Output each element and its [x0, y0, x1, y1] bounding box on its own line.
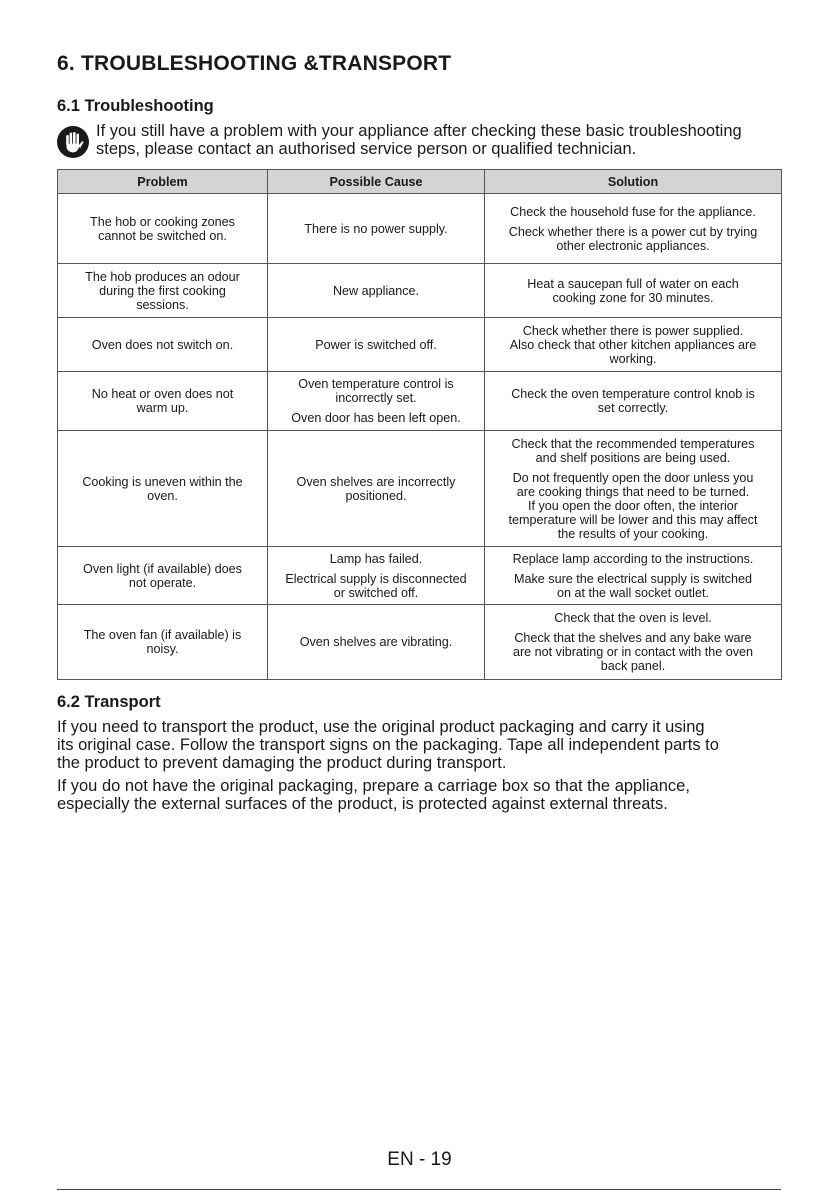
solution-paragraph	[491, 437, 775, 465]
solution-paragraph	[491, 277, 775, 305]
solution-line: Check whether there is a power cut by trying	[508, 224, 758, 239]
solution-line: and shelf positions are being used.	[535, 450, 731, 465]
paragraph-line: its original case. Follow the transport signs on the packaging. Tape all independent parts to	[57, 736, 719, 754]
solution-line: Check that the recommended temperatures	[511, 436, 755, 451]
cause-line: New appliance.	[332, 283, 420, 298]
warning-text	[96, 122, 742, 158]
cause-line: Oven shelves are vibrating.	[299, 635, 453, 649]
cause-paragraph	[274, 552, 478, 566]
solution-paragraph	[491, 387, 775, 415]
solution-cell	[485, 547, 782, 605]
cause-cell	[268, 431, 485, 547]
solution-line: on at the wall socket outlet.	[557, 585, 709, 600]
cause-line: Oven shelves are incorrectly	[296, 474, 456, 489]
cause-line: Power is switched off.	[315, 337, 437, 352]
header-possible-cause: Possible Cause	[268, 170, 485, 194]
solution-cell	[485, 372, 782, 431]
paragraph-line: If you need to transport the product, use the original product packaging and carry it using	[57, 718, 705, 736]
transport-paragraph	[57, 777, 787, 813]
solution-paragraph	[491, 572, 775, 600]
paragraph-line: the product to prevent damaging the product during transport.	[57, 754, 507, 772]
solution-line: Make sure the electrical supply is switched	[514, 571, 752, 586]
solution-line: Do not frequently open the door unless you	[512, 470, 754, 485]
paragraph-line: especially the external surfaces of the product, is protected against external threats.	[57, 795, 668, 813]
cause-line: or switched off.	[333, 585, 419, 600]
troubleshooting-heading: 6.1 Troubleshooting	[57, 97, 214, 115]
problem-line: during the first cooking	[99, 283, 226, 298]
cause-cell	[268, 264, 485, 318]
problem-line: The oven fan (if available) is	[83, 628, 242, 642]
cause-paragraph	[274, 635, 478, 649]
cause-paragraph	[274, 338, 478, 352]
problem-line: Oven does not switch on.	[91, 337, 234, 352]
solution-paragraph	[491, 552, 775, 566]
solution-line: Check the household fuse for the appliance.	[510, 204, 756, 219]
problem-line: warm up.	[136, 401, 189, 415]
cause-cell	[268, 372, 485, 431]
hand-stop-icon	[57, 126, 89, 158]
cause-cell	[268, 194, 485, 264]
solution-cell	[485, 431, 782, 547]
problem-line: Oven light (if available) does	[83, 561, 242, 576]
table-row	[58, 372, 782, 431]
solution-cell	[485, 264, 782, 318]
solution-cell	[485, 605, 782, 680]
solution-paragraph	[491, 225, 775, 253]
solution-line: If you open the door often, the interior	[527, 498, 739, 513]
problem-cell	[58, 264, 268, 318]
cause-line: Electrical supply is disconnected	[285, 571, 467, 586]
cause-paragraph	[274, 377, 478, 405]
cause-paragraph	[274, 411, 478, 425]
solution-line: Check whether there is power supplied.	[522, 323, 744, 338]
solution-line: Also check that other kitchen appliances are	[509, 337, 757, 352]
warning-line: steps, please contact an authorised service person or qualified technician.	[96, 140, 637, 158]
solution-line: Check that the shelves and any bake ware	[514, 631, 752, 645]
solution-paragraph	[491, 611, 775, 625]
problem-line: oven.	[147, 488, 178, 503]
solution-paragraph	[491, 471, 775, 541]
problem-line: not operate.	[128, 575, 197, 590]
table-row	[58, 547, 782, 605]
solution-line: temperature will be lower and this may affect	[508, 512, 758, 527]
problem-line: The hob produces an odour	[85, 269, 240, 284]
cause-cell	[268, 605, 485, 680]
problem-line: noisy.	[146, 642, 179, 656]
troubleshooting-table	[57, 169, 782, 680]
problem-line: The hob or cooking zones	[90, 214, 235, 229]
solution-line: Check the oven temperature control knob is	[511, 387, 755, 401]
problem-cell	[58, 605, 268, 680]
table-row	[58, 264, 782, 318]
table-row	[58, 431, 782, 547]
solution-paragraph	[491, 324, 775, 366]
problem-cell	[58, 431, 268, 547]
solution-line: back panel.	[600, 659, 666, 673]
solution-line: Replace lamp according to the instructions.	[512, 551, 754, 566]
cause-paragraph	[274, 284, 478, 298]
problem-cell	[58, 547, 268, 605]
cause-paragraph	[274, 222, 478, 236]
solution-paragraph	[491, 205, 775, 219]
problem-line: No heat or oven does not	[91, 387, 234, 401]
solution-cell	[485, 194, 782, 264]
cause-line: positioned.	[345, 488, 407, 503]
solution-paragraph	[491, 631, 775, 673]
solution-cell	[485, 318, 782, 372]
problem-line: sessions.	[136, 297, 189, 312]
problem-line: cannot be switched on.	[98, 228, 227, 243]
cause-line: Oven door has been left open.	[291, 411, 461, 425]
table-row	[58, 318, 782, 372]
solution-line: the results of your cooking.	[557, 526, 709, 541]
cause-line: There is no power supply.	[304, 221, 448, 236]
table-row	[58, 605, 782, 680]
warning-note	[57, 122, 787, 158]
paragraph-line: If you do not have the original packaging, prepare a carriage box so that the appliance,	[57, 777, 690, 795]
table-row	[58, 194, 782, 264]
transport-heading: 6.2 Transport	[57, 693, 161, 711]
cause-cell	[268, 318, 485, 372]
solution-line: set correctly.	[597, 401, 669, 415]
cause-line: Oven temperature control is	[298, 377, 454, 391]
solution-line: Check that the oven is level.	[554, 611, 712, 625]
solution-line: working.	[609, 351, 657, 366]
solution-line: cooking zone for 30 minutes.	[552, 290, 714, 305]
problem-cell	[58, 194, 268, 264]
problem-cell	[58, 372, 268, 431]
cause-line: Lamp has failed.	[329, 551, 423, 566]
cause-line: incorrectly set.	[335, 391, 417, 405]
header-solution: Solution	[485, 170, 782, 194]
problem-cell	[58, 318, 268, 372]
solution-line: are cooking things that need to be turned.	[516, 484, 750, 499]
solution-line: other electronic appliances.	[556, 238, 710, 253]
cause-cell	[268, 547, 485, 605]
solution-line: are not vibrating or in contact with the oven	[512, 645, 754, 659]
section-title: 6. TROUBLESHOOTING &TRANSPORT	[57, 52, 452, 75]
header-problem: Problem	[58, 170, 268, 194]
cause-paragraph	[274, 572, 478, 600]
table-header-row	[58, 170, 782, 194]
solution-line: Heat a saucepan full of water on each	[527, 276, 739, 291]
problem-line: Cooking is uneven within the	[82, 474, 243, 489]
cause-paragraph	[274, 475, 478, 503]
warning-line: If you still have a problem with your appliance after checking these basic troubleshooting	[96, 122, 742, 140]
footer-rule	[57, 1189, 781, 1190]
page-number: EN - 19	[387, 1149, 452, 1170]
transport-paragraph	[57, 718, 787, 772]
table-body	[58, 194, 782, 680]
